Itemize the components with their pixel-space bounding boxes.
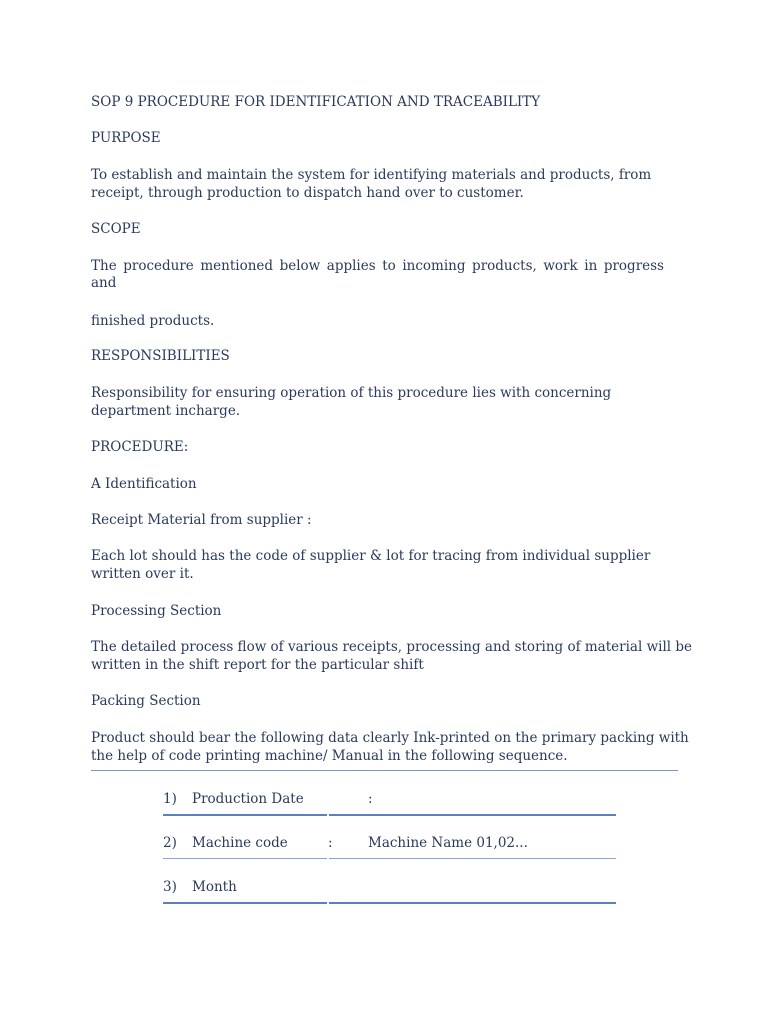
purpose-text-line-1: To establish and maintain the system for identifying materials and products, from [91,167,652,183]
row-number: 1) [163,791,177,807]
row-underline-left [163,902,327,904]
row-label: Month [192,879,237,895]
row-underline-right [329,858,616,859]
scope-text-line-3: finished products. [91,313,215,329]
packing-text-line-1: Product should bear the following data clearly Ink-printed on the primary packing with [91,730,689,746]
row-underline-left [163,858,327,859]
table-row [163,835,616,857]
scope-text-line-1: The procedure mentioned below applies to incoming products, work in progress [91,258,664,274]
row-colon: : [328,835,333,851]
processing-text-line-2: written in the shift report for the particular shift [91,657,424,673]
row-value: Machine Name 01,02... [368,835,528,851]
table-row [163,791,616,813]
section-divider [91,770,678,771]
row-number: 3) [163,879,177,895]
row-label: Production Date [192,791,304,807]
row-number: 2) [163,835,177,851]
row-colon: : [368,791,373,807]
receipt-text-line-2: written over it. [91,566,194,582]
processing-heading: Processing Section [91,603,222,619]
row-underline-right [329,814,616,816]
scope-text-line-2: and [91,275,117,291]
procedure-heading: PROCEDURE: [91,439,189,455]
table-row [163,879,616,901]
row-underline-right [329,902,616,904]
responsibilities-heading: RESPONSIBILITIES [91,348,230,364]
processing-text-line-1: The detailed process flow of various receipts, processing and storing of material will be [91,639,693,655]
purpose-text-line-2: receipt, through production to dispatch hand over to customer. [91,185,524,201]
packing-text-line-2: the help of code printing machine/ Manual in the following sequence. [91,748,568,764]
responsibilities-text-line-1: Responsibility for ensuring operation of this procedure lies with concerning [91,385,612,401]
purpose-heading: PURPOSE [91,130,161,146]
receipt-heading: Receipt Material from supplier : [91,512,312,528]
receipt-text-line-1: Each lot should has the code of supplier & lot for tracing from individual supplier [91,548,651,564]
responsibilities-text-line-2: department incharge. [91,403,241,419]
packing-heading: Packing Section [91,693,201,709]
document-title: SOP 9 PROCEDURE FOR IDENTIFICATION AND TRACEABILITY [91,94,541,110]
row-label: Machine code [192,835,288,851]
identification-heading: A Identification [91,476,197,492]
scope-heading: SCOPE [91,221,141,237]
row-underline-left [163,814,327,816]
